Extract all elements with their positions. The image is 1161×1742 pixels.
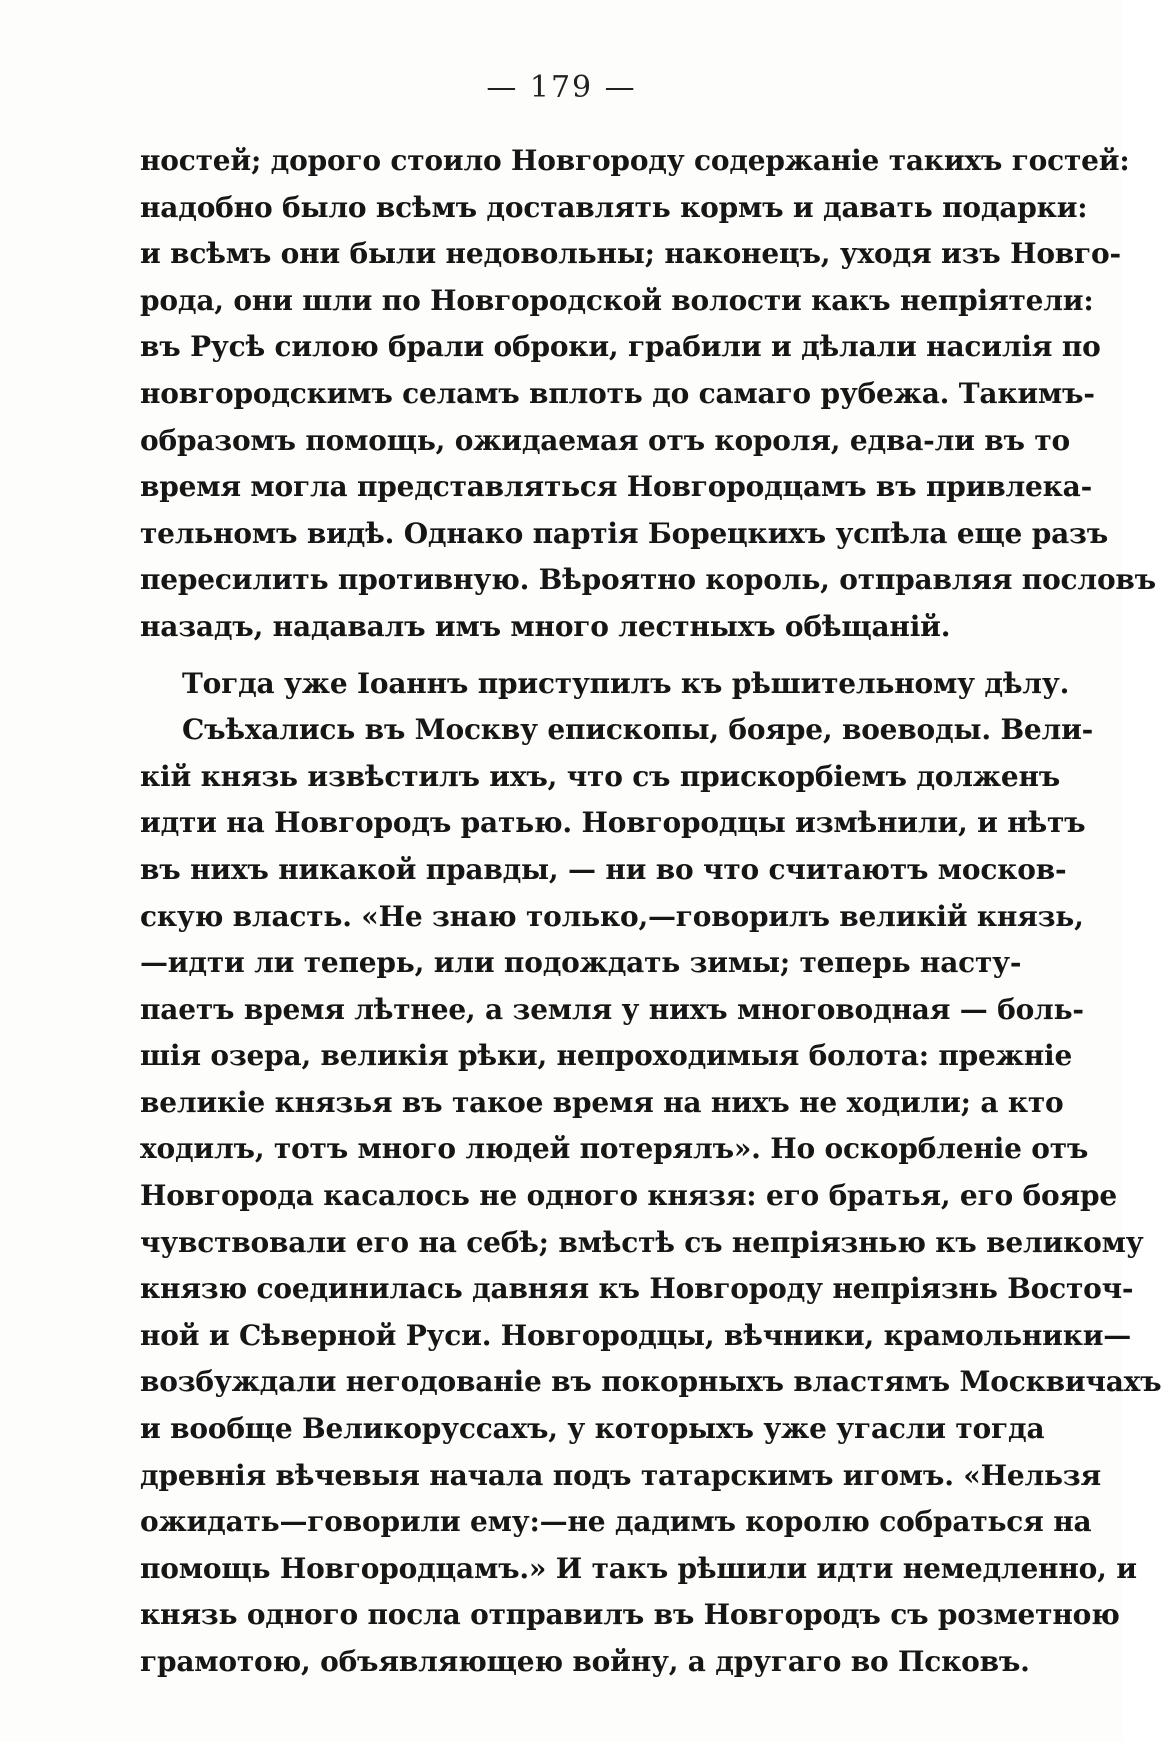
text-line: ной и Сѣверной Руси. Новгородцы, вѣчники, крамольники—	[140, 1318, 1132, 1352]
text-line: шія озера, великія рѣки, непроходимыя болота: прежніе	[140, 1039, 1073, 1073]
text-line: въ Русѣ силою брали оброки, грабили и дѣлали насилія по	[140, 330, 1101, 364]
text-line: пересилить противную. Вѣроятно король, отправляя пословъ	[140, 563, 1156, 597]
text-line: помощь Новгородцамъ.» И такъ рѣшили идти немедленно, и	[140, 1551, 1137, 1585]
text-line: надобно было всѣмъ доставлять кормъ и давать подарки:	[140, 190, 1088, 224]
text-line: назадъ, надавалъ имъ много лестныхъ обѣщаній.	[140, 609, 951, 643]
text-line: время могла представляться Новгородцамъ въ привлека-	[140, 470, 1093, 504]
text-line: возбуждали негодованіе въ покорныхъ властямъ Москвичахъ	[140, 1365, 1161, 1399]
text-line: великіе князья въ такое время на нихъ не ходили; а кто	[140, 1085, 1064, 1119]
text-line: Новгорода касалось не одного князя: его братья, его бояре	[140, 1179, 1117, 1213]
body-text	[140, 138, 1161, 1686]
text-line: рода, они шли по Новгородской волости какъ непріятели:	[140, 283, 1094, 317]
text-line: тельномъ видѣ. Однако партія Борецкихъ успѣла еще разъ	[140, 516, 1108, 550]
text-line: новгородскимъ селамъ вплоть до самаго рубежа. Такимъ-	[140, 376, 1095, 410]
paragraph-line: Тогда уже Іоаннъ приступилъ къ рѣшительному дѣлу.	[182, 666, 1070, 700]
text-line: паетъ время лѣтнее, а земля у нихъ многоводная — боль-	[140, 992, 1084, 1026]
text-line: и вообще Великоруссахъ, у которыхъ уже угасли тогда	[140, 1412, 1045, 1446]
text-line: древнія вѣчевыя начала подъ татарскимъ игомъ. «Нельзя	[140, 1458, 1101, 1492]
text-line: ожидать—говорили ему:—не дадимъ королю собраться на	[140, 1505, 1092, 1539]
text-line: и всѣмъ они были недовольны; наконецъ, уходя изъ Новго-	[140, 237, 1121, 271]
text-line: образомъ помощь, ожидаемая отъ короля, едва-ли въ то	[140, 423, 1070, 457]
text-line: въ нихъ никакой правды, — ни во что считаютъ москов-	[140, 852, 1067, 886]
page-number: — 179 —	[486, 70, 637, 105]
text-line: грамотою, объявляющею войну, а другаго во Псковъ.	[140, 1645, 1030, 1678]
text-line: кій князь извѣстилъ ихъ, что съ прискорбіемъ долженъ	[140, 759, 1061, 793]
text-line: ходилъ, тотъ много людей потерялъ». Но оскорбленіе отъ	[140, 1132, 1089, 1166]
text-line: ностей; дорого стоило Новгороду содержаніе такихъ гостей:	[140, 144, 1130, 177]
text-line: идти на Новгородъ ратью. Новгородцы измѣнили, и нѣтъ	[140, 806, 1086, 840]
text-line: чувствовали его на себѣ; вмѣстѣ съ непріязнью къ великому	[140, 1225, 1144, 1259]
text-line: князю соединилась давняя къ Новгороду непріязнь Восточ-	[140, 1272, 1134, 1306]
text-line: —идти ли теперь, или подождать зимы; теперь насту-	[140, 946, 1022, 980]
text-line: скую власть. «Не знаю только,—говорилъ великій князь,	[140, 899, 1084, 933]
paragraph-line: Съѣхались въ Москву епископы, бояре, воеводы. Вели-	[182, 713, 1094, 747]
text-line: князь одного посла отправилъ въ Новгородъ съ розметною	[140, 1598, 1120, 1632]
